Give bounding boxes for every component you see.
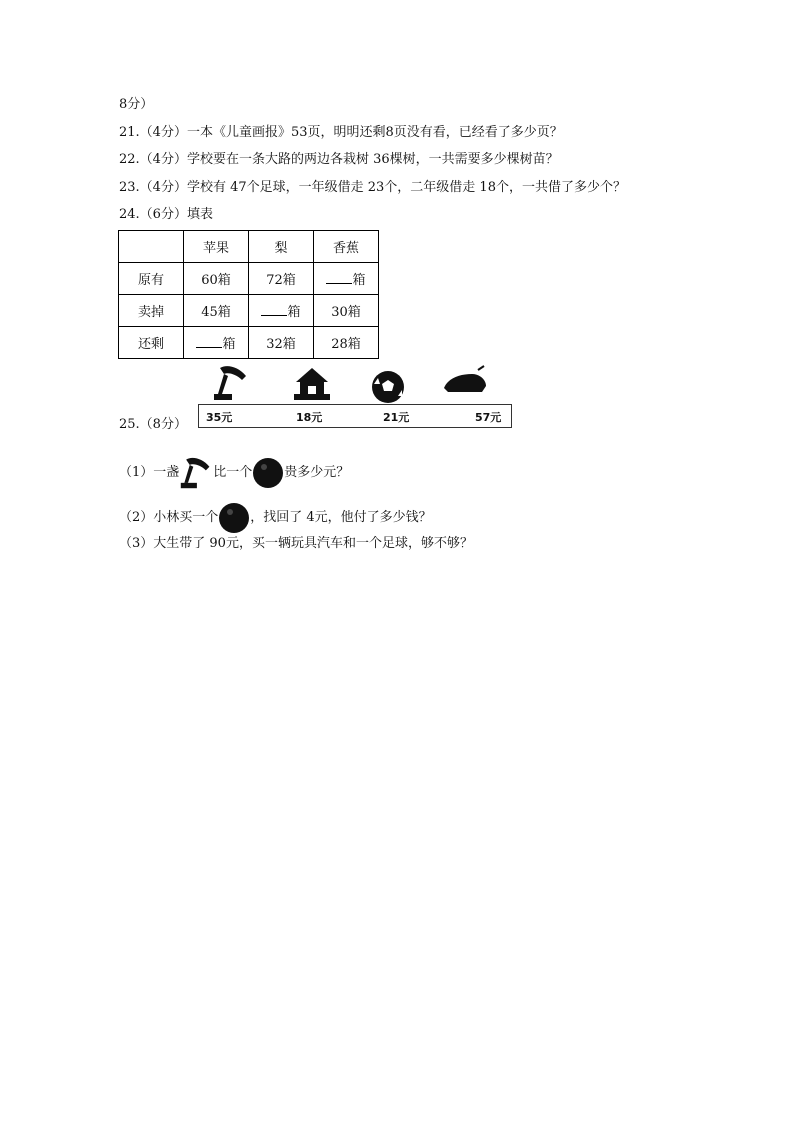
sub-q1-text-a: （1）一盏 <box>119 465 180 480</box>
q20-tail: 8分） <box>119 97 154 112</box>
question-21: 21.（4分）一本《儿童画报》53页，明明还剩8页没有看，已经看了多少页？ <box>119 125 563 140</box>
car-price: 57元 <box>475 411 502 424</box>
table-cell-blank[interactable] <box>314 263 379 295</box>
row-label: 原有 <box>119 263 184 295</box>
house-icon <box>292 366 332 402</box>
ball-price: 21元 <box>383 411 410 424</box>
unit-label: 箱 <box>222 337 236 352</box>
table-row <box>119 327 379 359</box>
football-icon <box>252 457 284 489</box>
toy-car-icon <box>442 364 488 396</box>
row-label: 卖掉 <box>119 295 184 327</box>
table-cell: 60箱 <box>184 263 249 295</box>
question-25: 25.（8分） <box>119 417 187 432</box>
row-label: 还剩 <box>119 327 184 359</box>
lamp-icon <box>179 456 213 490</box>
table-cell-blank[interactable] <box>249 295 314 327</box>
sub-q2-text-a: （2）小林买一个 <box>119 510 219 525</box>
sub-question-1 <box>119 455 349 491</box>
question-22: 22.（4分）学校要在一条大路的两边各栽树 36棵树，一共需要多少棵树苗？ <box>119 152 559 167</box>
table-cell: 30箱 <box>314 295 379 327</box>
unit-label: 箱 <box>352 273 366 288</box>
table-cell-blank[interactable] <box>184 327 249 359</box>
price-bar <box>198 404 512 428</box>
sub-q2-text-b: ，找回了 4元，他付了多少钱？ <box>250 510 432 525</box>
table-row <box>119 263 379 295</box>
table-header-cell: 梨 <box>249 231 314 263</box>
question-24: 24.（6分）填表 <box>119 207 213 222</box>
sub-question-2 <box>119 500 432 536</box>
lamp-icon <box>212 364 250 402</box>
blank-line <box>261 302 287 316</box>
table-cell: 72箱 <box>249 263 314 295</box>
sub-q1-text-b: 比一个 <box>213 465 253 480</box>
table-row <box>119 295 379 327</box>
table-cell: 45箱 <box>184 295 249 327</box>
football-icon <box>218 502 250 534</box>
blank-line <box>326 270 352 284</box>
blank-line <box>196 334 222 348</box>
table-cell: 32箱 <box>249 327 314 359</box>
sub-q1-text-c: 贵多少元？ <box>284 465 350 480</box>
question-23: 23.（4分）学校有 47个足球，一年级借走 23个，二年级借走 18个，一共借了多少个？ <box>119 180 626 195</box>
lamp-price: 35元 <box>206 411 233 424</box>
unit-label: 箱 <box>287 305 301 320</box>
sub-question-3: （3）大生带了 90元，买一辆玩具汽车和一个足球，够不够？ <box>119 536 473 551</box>
table-cell: 28箱 <box>314 327 379 359</box>
table-header-cell: 香蕉 <box>314 231 379 263</box>
fill-table <box>118 230 379 359</box>
table-header-cell <box>119 231 184 263</box>
house-price: 18元 <box>296 411 323 424</box>
table-header-cell: 苹果 <box>184 231 249 263</box>
table-header-row <box>119 231 379 263</box>
football-icon <box>370 370 406 404</box>
